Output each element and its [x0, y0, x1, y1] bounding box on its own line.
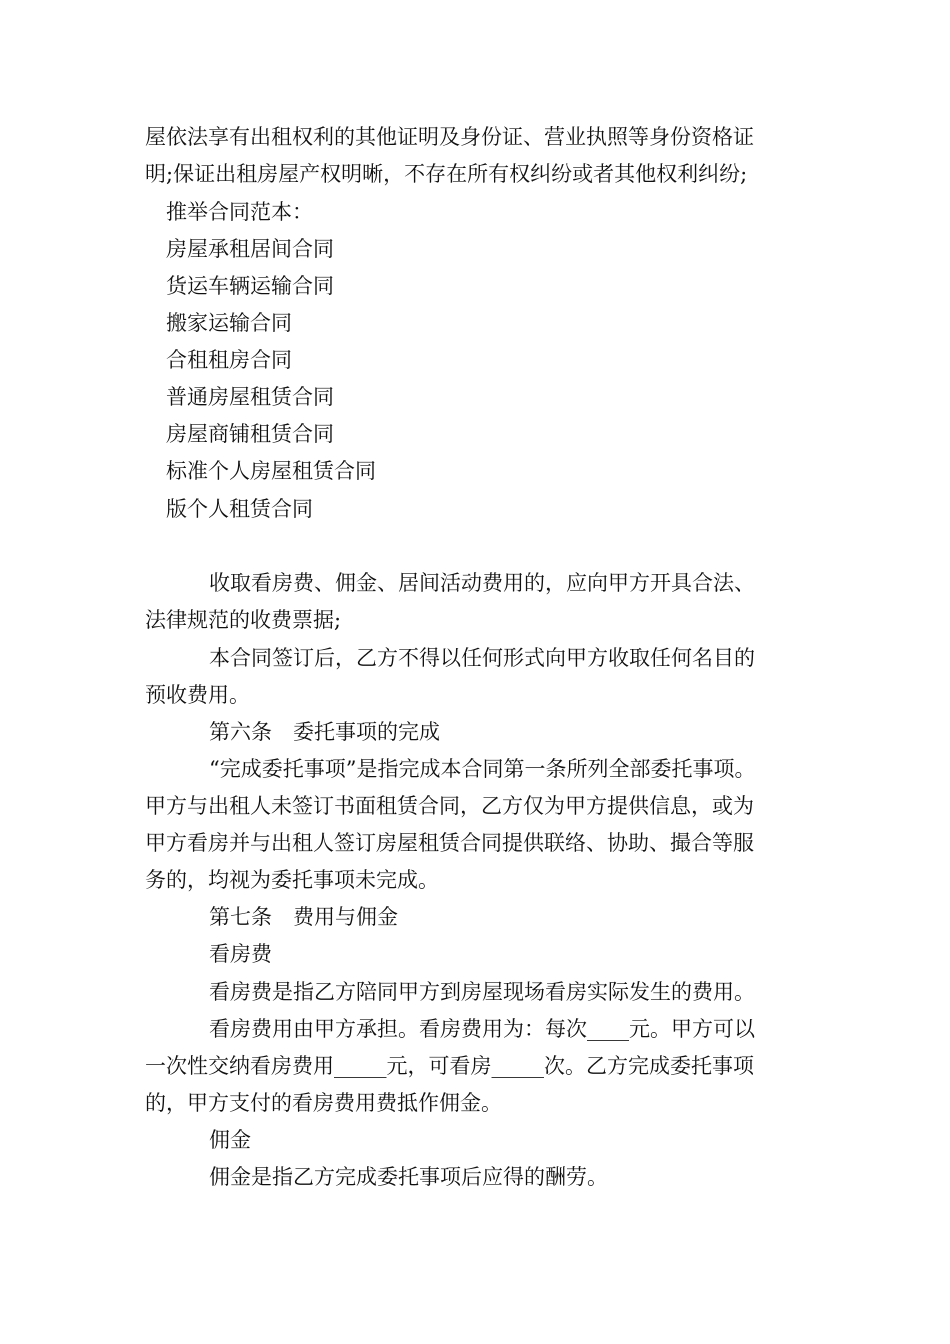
list-heading: 推举合同范本：: [166, 200, 313, 224]
list-item: 搬家运输合同: [166, 311, 292, 335]
paragraph-line: 预收费用。: [145, 683, 250, 707]
list-item: 普通房屋租赁合同: [166, 385, 334, 409]
subsection-heading: 佣金: [209, 1128, 251, 1152]
paragraph-line: “完成委托事项”是指完成本合同第一条所列全部委托事项。: [209, 757, 756, 781]
paragraph-line: 看房费用由甲方承担。看房费用为：每次____元。甲方可以: [209, 1017, 755, 1041]
paragraph-line: 收取看房费、佣金、居间活动费用的，应向甲方开具合法、: [209, 571, 755, 595]
paragraph-line: 佣金是指乙方完成委托事项后应得的酬劳。: [209, 1165, 608, 1189]
paragraph-line: 看房费是指乙方陪同甲方到房屋现场看房实际发生的费用。: [209, 980, 755, 1004]
paragraph-line: 屋依法享有出租权利的其他证明及身份证、营业执照等身份资格证: [145, 125, 754, 149]
list-item: 货运车辆运输合同: [166, 274, 334, 298]
paragraph-line: 本合同签订后，乙方不得以任何形式向甲方收取任何名目的: [209, 646, 755, 670]
list-item: 版个人租赁合同: [166, 497, 313, 521]
section-heading: 第六条 委托事项的完成: [209, 720, 440, 744]
paragraph-line: 法律规范的收费票据;: [145, 608, 342, 632]
paragraph-line: 甲方与出租人未签订书面租赁合同，乙方仅为甲方提供信息，或为: [145, 794, 754, 818]
paragraph-line: 的，甲方支付的看房费用费抵作佣金。: [145, 1091, 502, 1115]
paragraph-line: 一次性交纳看房费用_____元，可看房_____次。乙方完成委托事项: [145, 1054, 754, 1078]
subsection-heading: 看房费: [209, 942, 272, 966]
list-item: 房屋商铺租赁合同: [166, 422, 334, 446]
paragraph-line: 甲方看房并与出租人签订房屋租赁合同提供联络、协助、撮合等服: [145, 831, 754, 855]
list-item: 合租租房合同: [166, 348, 292, 372]
list-item: 标准个人房屋租赁合同: [166, 459, 376, 483]
paragraph-line: 务的，均视为委托事项未完成。: [145, 868, 439, 892]
section-heading: 第七条 费用与佣金: [209, 905, 398, 929]
list-item: 房屋承租居间合同: [166, 237, 334, 261]
paragraph-line: 明;保证出租房屋产权明晰，不存在所有权纠纷或者其他权利纠纷;: [145, 162, 748, 186]
